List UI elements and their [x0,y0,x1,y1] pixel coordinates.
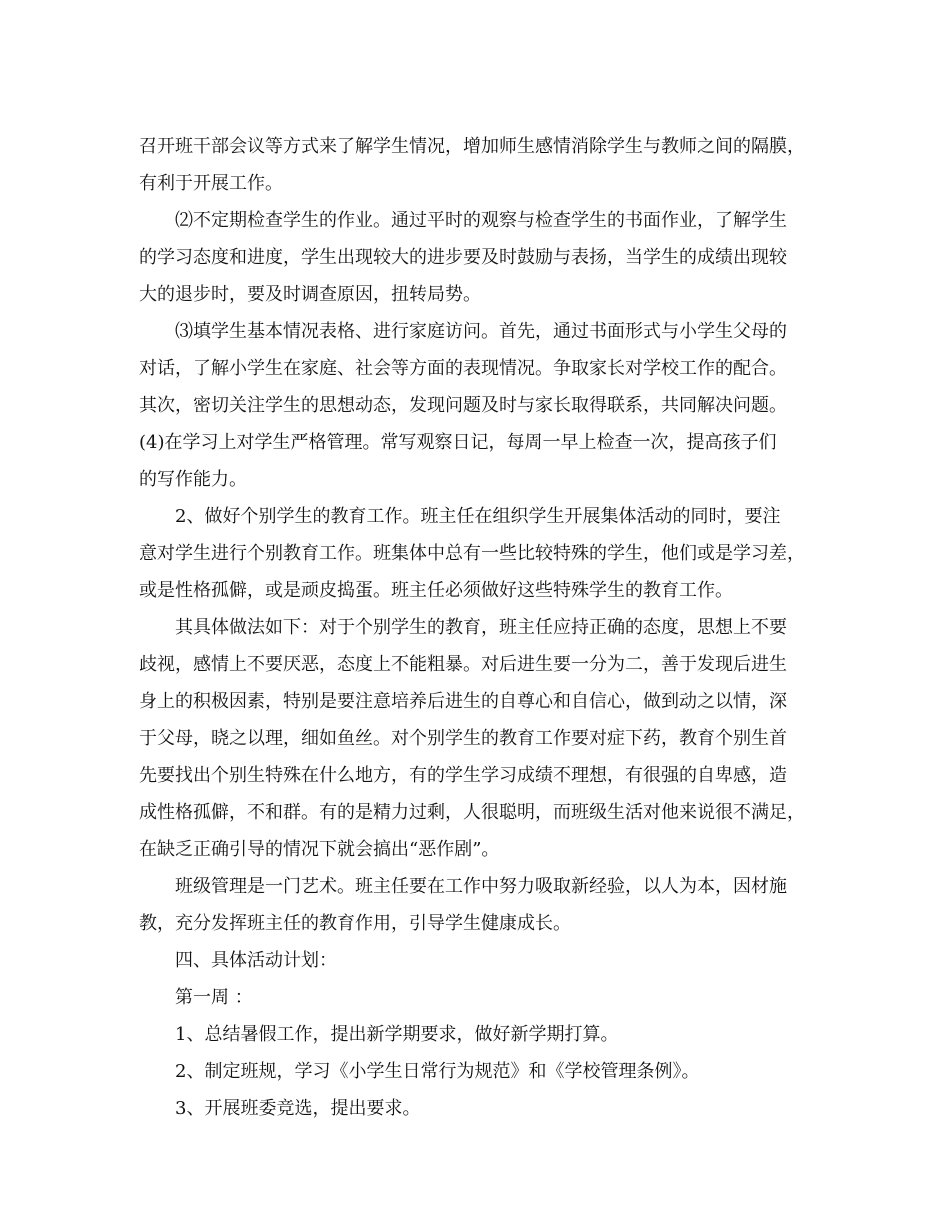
list-item: 1、总结暑假工作，提出新学期要求，做好新学期打算。 [175,1024,619,1045]
text-line: 身上的积极因素，特别是要注意培养后进生的自尊心和自信心，做到动之以情，深 [139,691,787,712]
text-line: 对话，了解小学生在家庭、社会等方面的表现情况。争取家长对学校工作的配合。 [139,358,787,379]
text-line: 于父母，晓之以理，细如鱼丝。对个别学生的教育工作要对症下药，教育个别生首 [139,728,787,749]
text-line: (4)在学习上对学生严格管理。常写观察日记，每周一早上检查一次，提高孩子们 [139,432,777,453]
text-line: 的学习态度和进度，学生出现较大的进步要及时鼓励与表扬，当学生的成绩出现较 [139,247,787,268]
text-line: 有利于开展工作。 [139,173,283,194]
week-heading: 第一周 ： [175,987,253,1008]
paragraph-start-line: 班级管理是一门艺术。班主任要在工作中努力吸取新经验，以人为本，因材施 [175,876,787,897]
section-heading: 四、具体活动计划： [175,950,337,971]
text-line: 教，充分发挥班主任的教育作用，引导学生健康成长。 [139,913,571,934]
paragraph-start-line: ⑵不定期检查学生的作业。通过平时的观察与检查学生的书面作业，了解学生 [175,210,787,231]
text-line: 其次，密切关注学生的思想动态，发现问题及时与家长取得联系，共同解决问题。 [139,395,787,416]
document-body [139,128,839,1127]
text-line: 召开班干部会议等方式来了解学生情况，增加师生感情消除学生与教师之间的隔膜， [139,136,805,157]
text-line: 的写作能力。 [139,469,247,490]
paragraph-start-line: ⑶填学生基本情况表格、进行家庭访问。首先，通过书面形式与小学生父母的 [175,321,787,342]
text-line: 成性格孤僻，不和群。有的是精力过剩，人很聪明，而班级生活对他来说很不满足， [139,802,805,823]
text-line: 先要找出个别生特殊在什么地方，有的学生学习成绩不理想，有很强的自卑感，造 [139,765,787,786]
paragraph-start-line: 其具体做法如下：对于个别学生的教育，班主任应持正确的态度，思想上不要 [175,617,787,638]
text-line: 大的退步时，要及时调查原因，扭转局势。 [139,284,481,305]
text-line: 歧视，感情上不要厌恶，态度上不能粗暴。对后进生要一分为二，善于发现后进生 [139,654,787,675]
paragraph-start-line: 2、做好个别学生的教育工作。班主任在组织学生开展集体活动的同时，要注 [175,506,781,527]
list-item: 3、开展班委竞选，提出要求。 [175,1098,421,1119]
text-line: 或是性格孤僻，或是顽皮捣蛋。班主任必须做好这些特殊学生的教育工作。 [139,580,733,601]
text-line: 意对学生进行个别教育工作。班集体中总有一些比较特殊的学生，他们或是学习差， [139,543,805,564]
text-line: 在缺乏正确引导的情况下就会搞出“恶作剧”。 [139,839,500,860]
list-item: 2、制定班规，学习《小学生日常行为规范》和《学校管理条例》。 [175,1061,700,1082]
